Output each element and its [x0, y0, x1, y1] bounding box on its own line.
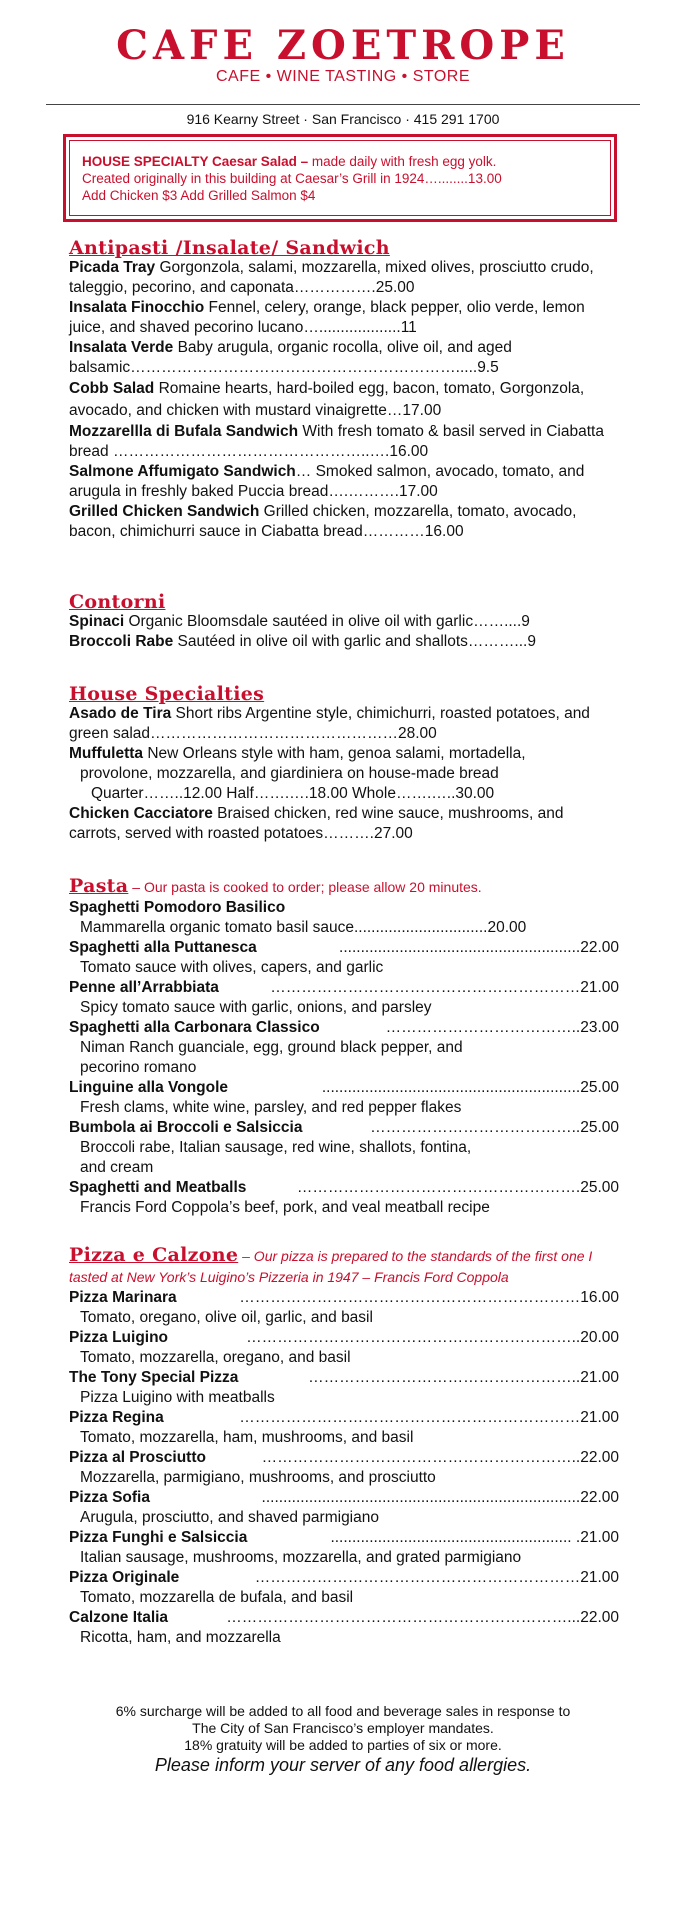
menu-item — [69, 422, 619, 462]
menu-item — [69, 1328, 619, 1348]
house-specialty-desc: made daily with fresh egg yolk. — [308, 154, 497, 169]
item-name: Linguine alla Vongole — [69, 1079, 229, 1096]
item-name: Muffuletta — [69, 745, 144, 762]
item-name: The Tony Special Pizza — [69, 1369, 239, 1386]
section-title-pasta: Pasta — [69, 875, 129, 897]
item-desc: With fresh tomato & basil served in Ciabatta bread …………………………………………..….16.00 — [69, 423, 604, 460]
item-name: Salmone Affumigato Sandwich — [69, 463, 296, 480]
item-desc: Baby arugula, organic rocolla, olive oil, and aged balsamic……………………………………………………….....9.5 — [69, 339, 512, 376]
footer-line3: 18% gratuity will be added to parties of six or more. — [184, 1737, 502, 1753]
item-desc: Romaine hearts, hard-boiled egg, bacon, tomato, Gorgonzola, avocado, and chicken with mustard vinaigrette…17.00 — [69, 380, 585, 419]
house-specialty-title: HOUSE SPECIALTY Caesar Salad – — [82, 154, 309, 169]
menu-item — [69, 1568, 619, 1588]
item-desc: Fennel, celery, orange, black pepper, olio verde, lemon juice, and shaved pecorino lucano…...................11 — [69, 299, 585, 336]
item-desc: Francis Ford Coppola’s beef, pork, and veal meatball recipe — [80, 1199, 490, 1216]
section-contorni — [69, 592, 619, 652]
menu-item — [69, 744, 619, 764]
footer-notes — [0, 1703, 686, 1754]
item-name: Pizza Marinara — [69, 1289, 177, 1306]
menu-item — [69, 1288, 619, 1308]
section-note-pasta: – Our pasta is cooked to order; please allow 20 minutes. — [128, 879, 482, 895]
item-name: Pizza Luigino — [69, 1329, 169, 1346]
menu-item — [69, 1178, 619, 1198]
house-specialty-inner — [69, 140, 611, 216]
item-desc: Spicy tomato sauce with garlic, onions, and parsley — [80, 999, 432, 1016]
item-name: Pizza Originale — [69, 1569, 180, 1586]
item-price: …………………………………………………………21.00 — [239, 1409, 619, 1426]
item-desc: Braised chicken, red wine sauce, mushrooms, and carrots, served with roasted potatoes……….27.00 — [69, 805, 564, 842]
house-specialty-box — [63, 134, 617, 222]
item-prices: Quarter……..12.00 Half…….….18.00 Whole…….…..30.00 — [91, 785, 495, 802]
item-name: Broccoli Rabe — [69, 633, 174, 650]
item-desc: pecorino romano — [80, 1059, 197, 1076]
allergy-note: Please inform your server of any food allergies. — [154, 1755, 532, 1775]
cafe-address: 916 Kearny Street · San Francisco · 415 291 1700 — [186, 111, 500, 127]
item-price: …………………………………………………………16.00 — [239, 1289, 619, 1306]
item-name: Chicken Cacciatore — [69, 805, 213, 822]
item-desc: Tomato, mozzarella, ham, mushrooms, and basil — [80, 1429, 414, 1446]
menu-item — [69, 898, 619, 918]
item-name: Spaghetti alla Puttanesca — [69, 939, 257, 956]
item-name: Penne all’Arrabbiata — [69, 979, 219, 996]
menu-item — [69, 258, 619, 298]
item-name: Pizza Regina — [69, 1409, 164, 1426]
item-price: ……………………………………………………..22.00 — [261, 1449, 619, 1466]
menu-item — [69, 1078, 619, 1098]
menu-item — [69, 1118, 619, 1138]
cafe-title: CAFE ZOETROPE — [116, 22, 570, 69]
menu-item — [69, 502, 619, 542]
menu-item — [69, 632, 619, 652]
item-name: Pizza Funghi e Salsiccia — [69, 1529, 248, 1546]
item-price: ……………………………………………..21.00 — [308, 1369, 619, 1386]
menu-item — [69, 378, 619, 422]
menu-item — [69, 938, 619, 958]
item-desc: Fresh clams, white wine, parsley, and red pepper flakes — [80, 1099, 462, 1116]
menu-item — [69, 338, 619, 378]
section-title-contorni: Contorni — [69, 591, 166, 613]
item-desc: Ricotta, ham, and mozzarella — [80, 1629, 281, 1646]
item-name: Insalata Finocchio — [69, 299, 205, 316]
item-name: Calzone Italia — [69, 1609, 169, 1626]
item-name: Mozzarellla di Bufala Sandwich — [69, 423, 299, 440]
item-desc: Short ribs Argentine style, chimichurri, roasted potatoes, and green salad…………………………………………28.00 — [69, 705, 590, 742]
cafe-subtitle: CAFE • WINE TASTING • STORE — [215, 68, 471, 85]
item-desc: Mammarella organic tomato basil sauce...............................20.00 — [80, 919, 527, 936]
item-name: Cobb Salad — [69, 380, 155, 397]
item-price: ............................................................25.00 — [321, 1079, 619, 1096]
item-name: Insalata Verde — [69, 339, 174, 356]
item-desc: Arugula, prosciutto, and shaved parmigiano — [80, 1509, 379, 1526]
house-specialty-line2: Created originally in this building at Caesar’s Grill in 1924…........13.00 — [82, 171, 502, 186]
item-desc: Gorgonzola, salami, mozzarella, mixed olives, prosciutto crudo, taleggio, pecorino, and caponata…………….25.00 — [69, 259, 594, 296]
item-price: …………………………………………………………...22.00 — [226, 1609, 619, 1626]
header-divider — [46, 104, 640, 105]
section-title-pizza: Pizza e Calzone — [69, 1244, 239, 1266]
section-title-house: House Specialties — [69, 683, 265, 705]
item-price: ………………………………………………………..20.00 — [246, 1329, 619, 1346]
menu-item — [69, 1018, 619, 1038]
item-desc: Tomato, oregano, olive oil, garlic, and basil — [80, 1309, 373, 1326]
item-price: ………………………………..23.00 — [385, 1019, 619, 1036]
item-desc: Niman Ranch guanciale, egg, ground black pepper, and — [80, 1039, 463, 1056]
item-desc: Sautéed in olive oil with garlic and shallots………...9 — [173, 633, 536, 650]
item-name: Picada Tray — [69, 259, 156, 276]
section-pizza — [69, 1245, 619, 1648]
item-desc: New Orleans style with ham, genoa salami, mortadella, — [143, 745, 526, 762]
section-note-pizza: – Our pizza is prepared to the standards of the first one I tasted at New York’s Luigino’s Pizzeria in 1947 – Francis Ford Coppola — [69, 1248, 593, 1285]
item-desc: Tomato, mozzarella, oregano, and basil — [80, 1349, 351, 1366]
item-price: ........................................................ .21.00 — [330, 1529, 619, 1546]
item-desc: and cream — [80, 1159, 154, 1176]
item-name: Bumbola ai Broccoli e Salsiccia — [69, 1119, 303, 1136]
menu-item — [69, 1528, 619, 1548]
item-desc: Broccoli rabe, Italian sausage, red wine, shallots, fontina, — [80, 1139, 472, 1156]
item-price: ........................................................22.00 — [339, 939, 619, 956]
menu-item — [69, 1448, 619, 1468]
item-desc: … Smoked salmon, avocado, tomato, and arugula in freshly baked Puccia bread….……….17.00 — [69, 463, 585, 500]
item-name: Spaghetti alla Carbonara Classico — [69, 1019, 320, 1036]
section-title-antipasti: Antipasti /Insalate/ Sandwich — [69, 237, 390, 259]
item-name: Pizza al Prosciutto — [69, 1449, 206, 1466]
menu-item — [69, 612, 619, 632]
item-desc: Organic Bloomsdale sautéed in olive oil with garlic……....9 — [124, 613, 530, 630]
item-price: ……………………………………………………21.00 — [270, 979, 619, 996]
item-name: Asado de Tira — [69, 705, 172, 722]
section-antipasti — [69, 238, 619, 542]
house-specialty-line3: Add Chicken $3 Add Grilled Salmon $4 — [82, 188, 316, 203]
item-price: ……………………………………………….25.00 — [296, 1179, 619, 1196]
item-desc: Italian sausage, mushrooms, mozzarella, and grated parmigiano — [80, 1549, 522, 1566]
item-name: Spaghetti and Meatballs — [69, 1179, 247, 1196]
item-price: ………………………………………………………21.00 — [254, 1569, 619, 1586]
menu-item — [69, 462, 619, 502]
menu-item — [69, 704, 619, 744]
section-pasta — [69, 876, 619, 1218]
item-desc: Tomato sauce with olives, capers, and garlic — [80, 959, 384, 976]
item-desc: Mozzarella, parmigiano, mushrooms, and prosciutto — [80, 1469, 436, 1486]
item-price: …………………………………..25.00 — [370, 1119, 619, 1136]
menu-item — [69, 978, 619, 998]
menu-item — [69, 298, 619, 338]
section-house-specialties — [69, 684, 619, 844]
footer-line1: 6% surcharge will be added to all food and beverage sales in response to — [115, 1703, 571, 1719]
menu-item — [69, 804, 619, 844]
item-price: ..........................................................................22.00 — [261, 1489, 619, 1506]
item-name: Spinaci — [69, 613, 125, 630]
item-name: Grilled Chicken Sandwich — [69, 503, 260, 520]
footer-line2: The City of San Francisco’s employer mandates. — [192, 1720, 494, 1736]
item-desc: Tomato, mozzarella de bufala, and basil — [80, 1589, 354, 1606]
menu-item — [69, 1408, 619, 1428]
menu-item — [69, 1608, 619, 1628]
item-name: Spaghetti Pomodoro Basilico — [69, 899, 286, 916]
menu-item — [69, 1368, 619, 1388]
item-desc: Pizza Luigino with meatballs — [80, 1389, 275, 1406]
house-specialty-line1 — [82, 153, 598, 170]
item-desc-cont: provolone, mozzarella, and giardiniera on house-made bread — [80, 765, 499, 782]
menu-item — [69, 1488, 619, 1508]
item-desc: Grilled chicken, mozzarella, tomato, avocado, bacon, chimichurri sauce in Ciabatta bread…………16.00 — [69, 503, 577, 540]
item-name: Pizza Sofia — [69, 1489, 150, 1506]
